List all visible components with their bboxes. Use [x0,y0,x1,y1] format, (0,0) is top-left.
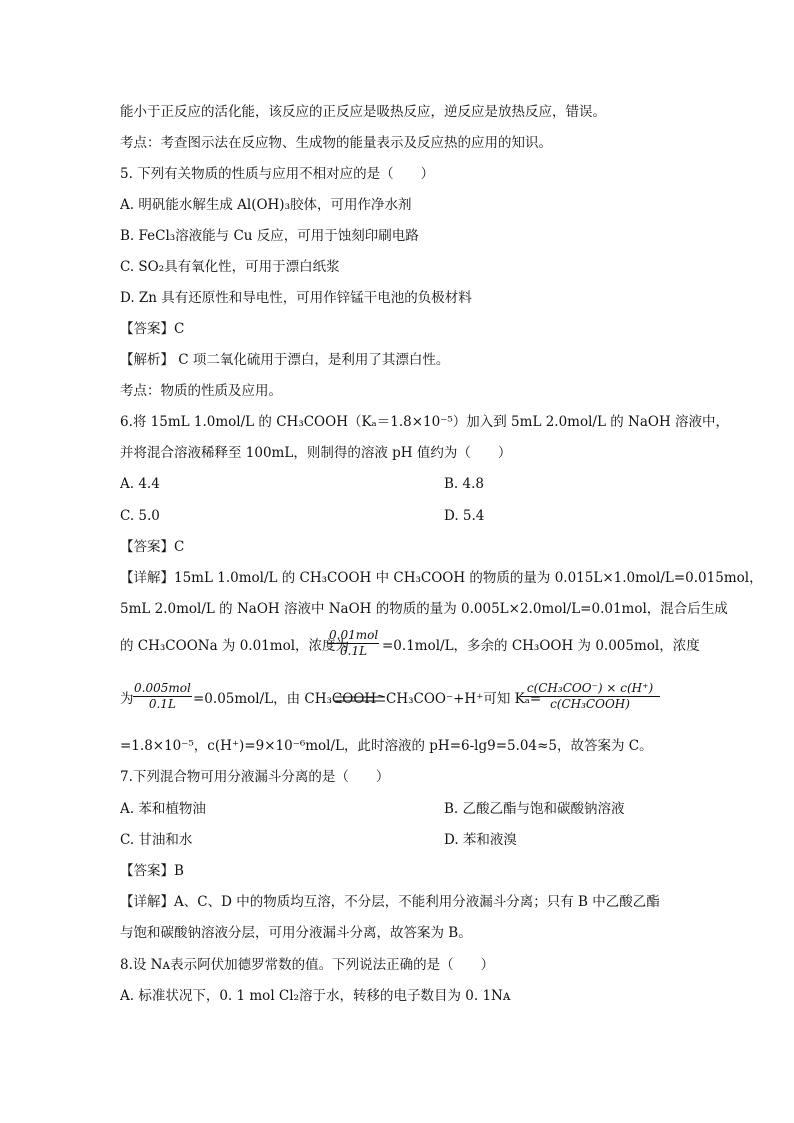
fraction-2-denominator: 0.1L [133,696,192,712]
option-5d: D. Zn 具有还原性和导电性，可用作锌锰干电池的负极材料 [120,290,472,306]
detail-7-line2: 与饱和碳酸钠溶液分层，可用分液漏斗分离，故答案为 B。 [120,925,472,941]
knowledge-point-5: 考点：物质的性质及应用。 [120,383,282,399]
answer-6: 【答案】C [120,539,185,555]
option-7b: B. 乙酸乙酯与饱和碳酸钠溶液 [444,801,625,817]
detail-6-line3b: =0.1mol/L，多余的 CH₃OOH 为 0.005mol，浓度 [382,638,700,654]
detail-6-line1: 【详解】15mL 1.0mol/L 的 CH₃COOH 中 CH₃COOH 的物质的量为 0.015L×1.0mol/L=0.015mol， [120,570,763,586]
fraction-ka [520,681,660,712]
detail-6-line5: =1.8×10⁻⁵，c(H⁺)=9×10⁻⁶mol/L，此时溶液的 pH=6-lg9=5.04≈5，故答案为 C。 [120,738,653,754]
option-5a: A. 明矾能水解生成 Al(OH)₃胶体，可用作净水剂 [120,197,412,213]
fraction-2 [133,681,192,712]
option-8a: A. 标准状况下，0. 1 mol Cl₂溶于水，转移的电子数目为 0. 1Nᴀ [120,988,511,1004]
option-6d: D. 5.4 [444,508,485,524]
fraction-2-numerator: 0.005mol [134,681,191,695]
option-7a: A. 苯和植物油 [120,801,206,817]
detail-6-line4b: =0.05mol/L，由 CH₃COOH [193,691,377,707]
detail-6-line2: 5mL 2.0mol/L 的 NaOH 溶液中 NaOH 的物质的量为 0.005L×2.0mol/L=0.01mol，混合后生成 [120,601,728,617]
detail-6-line4c: CH₃COO⁻+H⁺可知 Kₐ= [386,691,542,707]
option-6a: A. 4.4 [120,476,160,492]
answer-5: 【答案】C [120,321,185,337]
detail-6-line3a: 的 CH₃COONa 为 0.01mol，浓度为 [120,638,350,654]
option-5b: B. FeCl₃溶液能与 Cu 反应，可用于蚀刻印刷电路 [120,228,419,244]
answer-7: 【答案】B [120,863,184,879]
fraction-ka-denominator: c(CH₃COOH) [520,696,660,712]
option-7c: C. 甘油和水 [120,832,193,848]
text-line: 能小于正反应的活化能，该反应的正反应是吸热反应，逆反应是放热反应，错误。 [120,104,606,120]
equilibrium-arrow-icon [334,689,386,709]
question-6-line2: 并将混合溶液稀释至 100mL，则制得的溶液 pH 值约为（ ） [120,445,512,461]
question-8: 8.设 Nᴀ表示阿伏加德罗常数的值。下列说法正确的是（ ） [120,957,495,973]
option-6b: B. 4.8 [444,476,484,492]
option-5c: C. SO₂具有氧化性，可用于漂白纸浆 [120,259,340,275]
option-6c: C. 5.0 [120,508,160,524]
text-line: 考点：考查图示法在反应物、生成物的能量表示及反应热的应用的知识。 [120,135,552,151]
detail-7-line1: 【详解】A、C、D 中的物质均互溶，不分层，不能利用分液漏斗分离；只有 B 中乙酸乙酯 [120,894,660,910]
question-6: 6.将 15mL 1.0mol/L 的 CH₃COOH（Kₐ＝1.8×10⁻⁵）加入到 5mL 2.0mol/L 的 NaOH 溶液中， [120,414,730,430]
analysis-5: 【解析】 C 项二氧化硫用于漂白，是利用了其漂白性。 [120,352,450,368]
detail-6-line4a: 为 [120,691,134,707]
fraction-1-numerator: 0.01mol [329,628,379,642]
option-7d: D. 苯和液溴 [444,832,517,848]
question-7: 7.下列混合物可用分液漏斗分离的是（ ） [120,769,390,785]
question-5: 5. 下列有关物质的性质与应用不相对应的是（ ） [120,166,435,182]
fraction-ka-numerator: c(CH₃COO⁻) × c(H⁺) [526,681,654,695]
fraction-1-denominator: 0.1L [328,643,379,659]
fraction-1 [328,628,379,659]
